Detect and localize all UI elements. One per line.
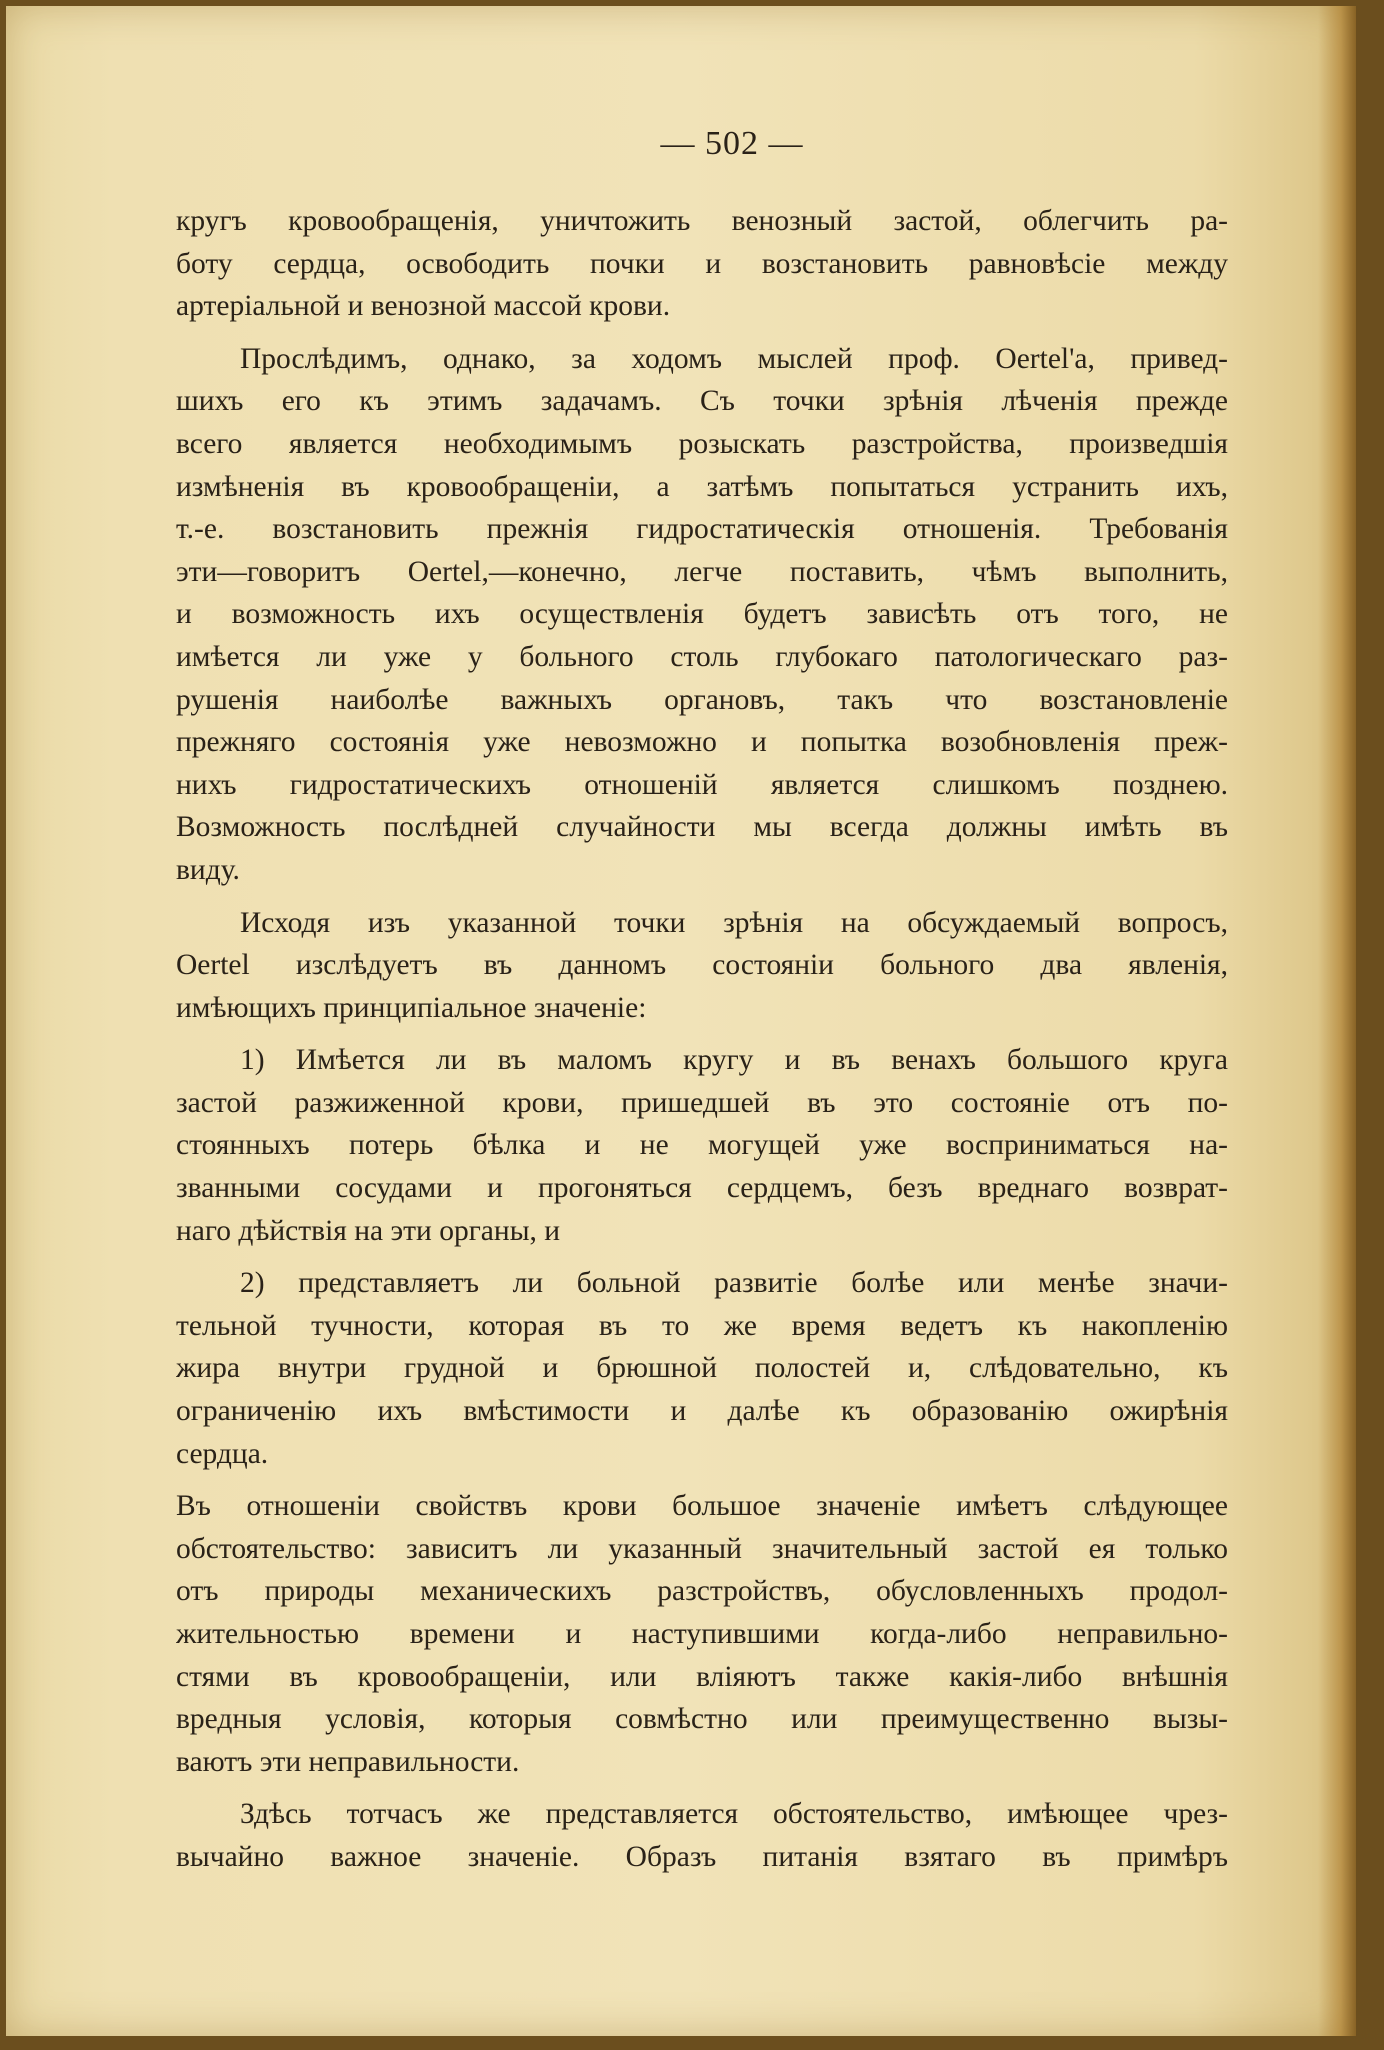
page-edge-shadow [1318, 6, 1356, 2036]
text-line: всего является необходимымъ розыскать разстройства, произведшія [176, 427, 1228, 460]
text-line: застой разжиженной крови, пришедшей въ это состояніе отъ по- [176, 1086, 1228, 1119]
text-line: имѣется ли уже у больного столь глубокаго патологическаго раз- [176, 640, 1228, 673]
text-line: стоянныхъ потерь бѣлка и не могущей уже восприниматься на- [176, 1129, 1228, 1162]
paragraph-continuation [176, 200, 1228, 328]
text-line: вредныя условія, которыя совмѣстно или преимущественно вызы- [176, 1703, 1228, 1736]
text-line: званными сосудами и прогоняться сердцемъ, безъ вреднаго возврат- [176, 1172, 1228, 1205]
text-line: т.-е. возстановить прежнія гидростатическія отношенія. Требованія [176, 513, 1228, 546]
text-line: 2) представляетъ ли больной развитіе болѣе или менѣе значи- [240, 1267, 1228, 1300]
text-line: и возможность ихъ осуществленія будетъ зависѣть отъ того, не [176, 598, 1228, 631]
text-line: измѣненія въ кровообращеніи, а затѣмъ попытаться устранить ихъ, [176, 470, 1228, 503]
text-line: Oertel изслѣдуетъ въ данномъ состояніи больного два явленія, [176, 949, 1228, 982]
text-line: нихъ гидростатическихъ отношеній является слишкомъ позднею. [176, 768, 1228, 801]
text-line: виду. [176, 853, 240, 886]
text-line: Возможность послѣдней случайности мы всегда должны имѣть въ [176, 811, 1228, 844]
text-line: ваютъ эти неправильности. [176, 1745, 520, 1778]
text-line: рушенія наиболѣе важныхъ органовъ, такъ что возстановленіе [176, 683, 1228, 716]
text-line: Прослѣдимъ, однако, за ходомъ мыслей проф. Oertel'a, привед- [240, 342, 1228, 375]
text-line: сердца. [176, 1437, 269, 1470]
text-line: шихъ его къ этимъ задачамъ. Съ точки зрѣнія лѣченія прежде [176, 385, 1228, 418]
page-text [176, 118, 1228, 1889]
text-line: наго дѣйствія на эти органы, и [176, 1214, 561, 1247]
text-line: Здѣсь тотчасъ же представляется обстоятельство, имѣющее чрез- [240, 1798, 1228, 1831]
page-number: — 502 — [660, 125, 804, 162]
paragraph [176, 902, 1228, 1030]
text-line: Исходя изъ указанной точки зрѣнія на обсуждаемый вопросъ, [240, 906, 1228, 939]
text-line: обстоятельство: зависитъ ли указанный значительный застой ея только [176, 1532, 1228, 1565]
text-line: стями въ кровообращеніи, или вліяютъ также какія-либо внѣшнія [176, 1660, 1228, 1693]
text-line: жира внутри грудной и брюшной полостей и, слѣдовательно, къ [176, 1352, 1228, 1385]
text-line: имѣющихъ принципіальное значеніе: [176, 991, 647, 1024]
paragraph [176, 1793, 1228, 1878]
text-line: 1) Имѣется ли въ маломъ кругу и въ венахъ большого круга [240, 1044, 1228, 1077]
numbered-item-1 [176, 1039, 1228, 1252]
text-line: ограниченію ихъ вмѣстимости и далѣе къ образованію ожирѣнія [176, 1395, 1228, 1428]
text-line: отъ природы механическихъ разстройствъ, обусловленныхъ продол- [176, 1575, 1228, 1608]
numbered-item-2 [176, 1262, 1228, 1475]
text-line: боту сердца, освободить почки и возстановить равновѣсіе между [176, 247, 1228, 280]
text-line: вычайно важное значеніе. Образъ питанія взятаго въ примѣръ [176, 1840, 1228, 1873]
text-line: прежняго состоянія уже невозможно и попытка возобновленія преж- [176, 726, 1228, 759]
text-line: Въ отношеніи свойствъ крови большое значеніе имѣетъ слѣдующее [176, 1490, 1228, 1523]
text-line: эти—говоритъ Oertel,—конечно, легче поставить, чѣмъ выполнить, [176, 555, 1228, 588]
text-line: кругъ кровообращенія, уничтожить венозный застой, облегчить ра- [176, 205, 1228, 237]
paragraph [176, 1485, 1228, 1783]
text-line: жительностью времени и наступившими когда-либо неправильно- [176, 1618, 1228, 1650]
text-line: артеріальной и венозной массой крови. [176, 290, 671, 323]
paragraph [176, 338, 1228, 892]
text-line: тельной тучности, которая въ то же время ведетъ къ накопленію [176, 1309, 1228, 1342]
book-page [6, 6, 1356, 2036]
